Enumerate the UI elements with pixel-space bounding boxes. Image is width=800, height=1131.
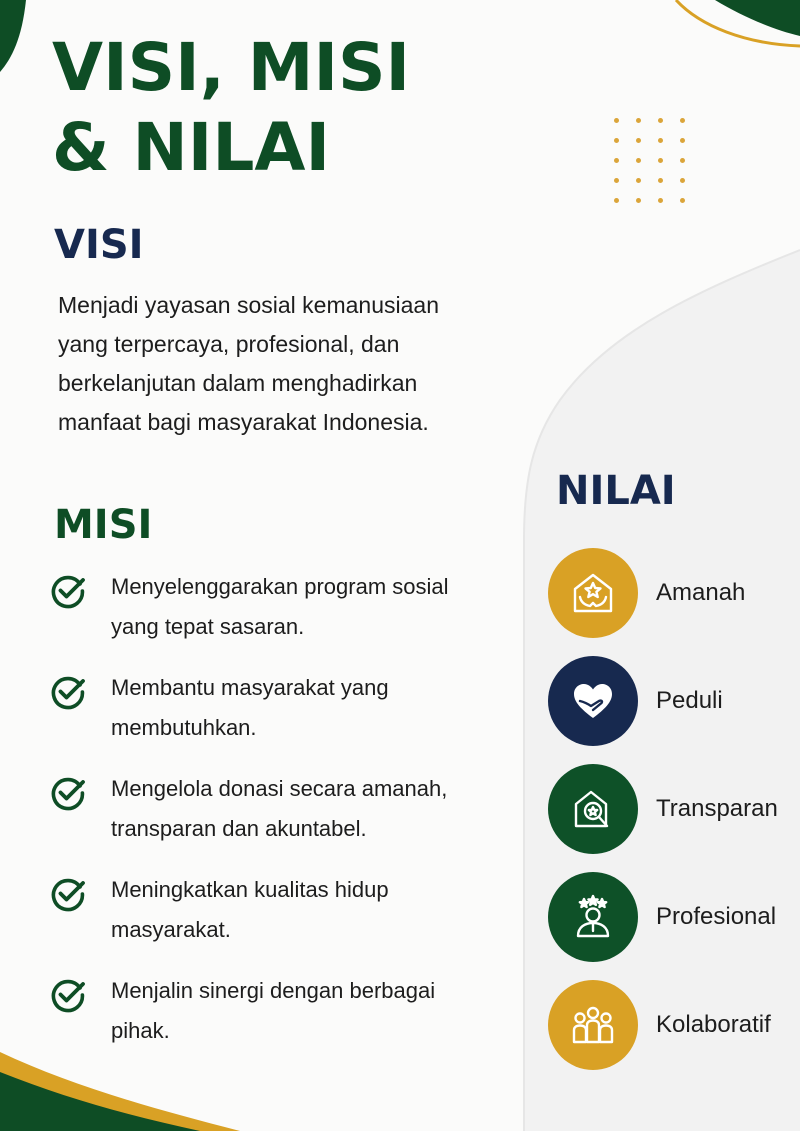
visi-heading: VISI (54, 222, 144, 268)
nilai-label: Amanah (656, 579, 746, 606)
nilai-label: Peduli (656, 687, 723, 714)
misi-list (50, 567, 490, 1072)
document-magnifier-icon (548, 764, 638, 854)
visi-line: berkelanjutan dalam menghadirkan (58, 370, 418, 396)
person-stars-icon (548, 872, 638, 962)
misi-item (50, 971, 490, 1072)
check-circle-icon (50, 876, 86, 912)
misi-heading: MISI (54, 502, 153, 548)
nilai-item-profesional (548, 872, 793, 980)
top-right-corner-shape (715, 0, 800, 36)
visi-line: Menjadi yayasan sosial kemanusiaan (58, 292, 439, 318)
heart-hand-icon (548, 656, 638, 746)
misi-item-line: Mengelola donasi secara amanah, (111, 776, 448, 801)
misi-item-line: Menyelenggarakan program sosial (111, 574, 449, 599)
decorative-dot-grid (614, 118, 702, 218)
house-hands-star-icon (548, 548, 638, 638)
nilai-item-transparan (548, 764, 793, 872)
visi-line: manfaat bagi masyarakat Indonesia. (58, 409, 429, 435)
nilai-item-kolaboratif (548, 980, 793, 1088)
check-circle-icon (50, 674, 86, 710)
misi-item-line: Menjalin sinergi dengan berbagai (111, 978, 436, 1003)
misi-item (50, 567, 490, 668)
visi-statement (58, 286, 488, 442)
page-title-line-1: VISI, MISI (52, 29, 411, 106)
nilai-heading: NILAI (556, 468, 676, 514)
misi-item (50, 769, 490, 870)
check-circle-icon (50, 775, 86, 811)
misi-item-line: masyarakat. (111, 917, 231, 942)
check-circle-icon (50, 977, 86, 1013)
visi-line: yang terpercaya, profesional, dan (58, 331, 400, 357)
nilai-item-amanah (548, 548, 793, 656)
check-circle-icon (50, 573, 86, 609)
page-title-line-2: & NILAI (52, 109, 331, 186)
nilai-label: Transparan (656, 795, 778, 822)
nilai-item-peduli (548, 656, 793, 764)
misi-item (50, 668, 490, 769)
nilai-label: Profesional (656, 903, 777, 930)
misi-item-line: yang tepat sasaran. (111, 614, 305, 639)
misi-item-line: pihak. (111, 1018, 170, 1043)
misi-item-line: transparan dan akuntabel. (111, 816, 367, 841)
top-left-corner-shape (0, 0, 26, 72)
misi-item-line: membutuhkan. (111, 715, 257, 740)
page-title (52, 28, 410, 188)
misi-item-line: Membantu masyarakat yang (111, 675, 389, 700)
nilai-list (548, 548, 793, 1088)
nilai-label: Kolaboratif (656, 1011, 771, 1038)
misi-item (50, 870, 490, 971)
three-people-icon (548, 980, 638, 1070)
misi-item-line: Meningkatkan kualitas hidup (111, 877, 389, 902)
